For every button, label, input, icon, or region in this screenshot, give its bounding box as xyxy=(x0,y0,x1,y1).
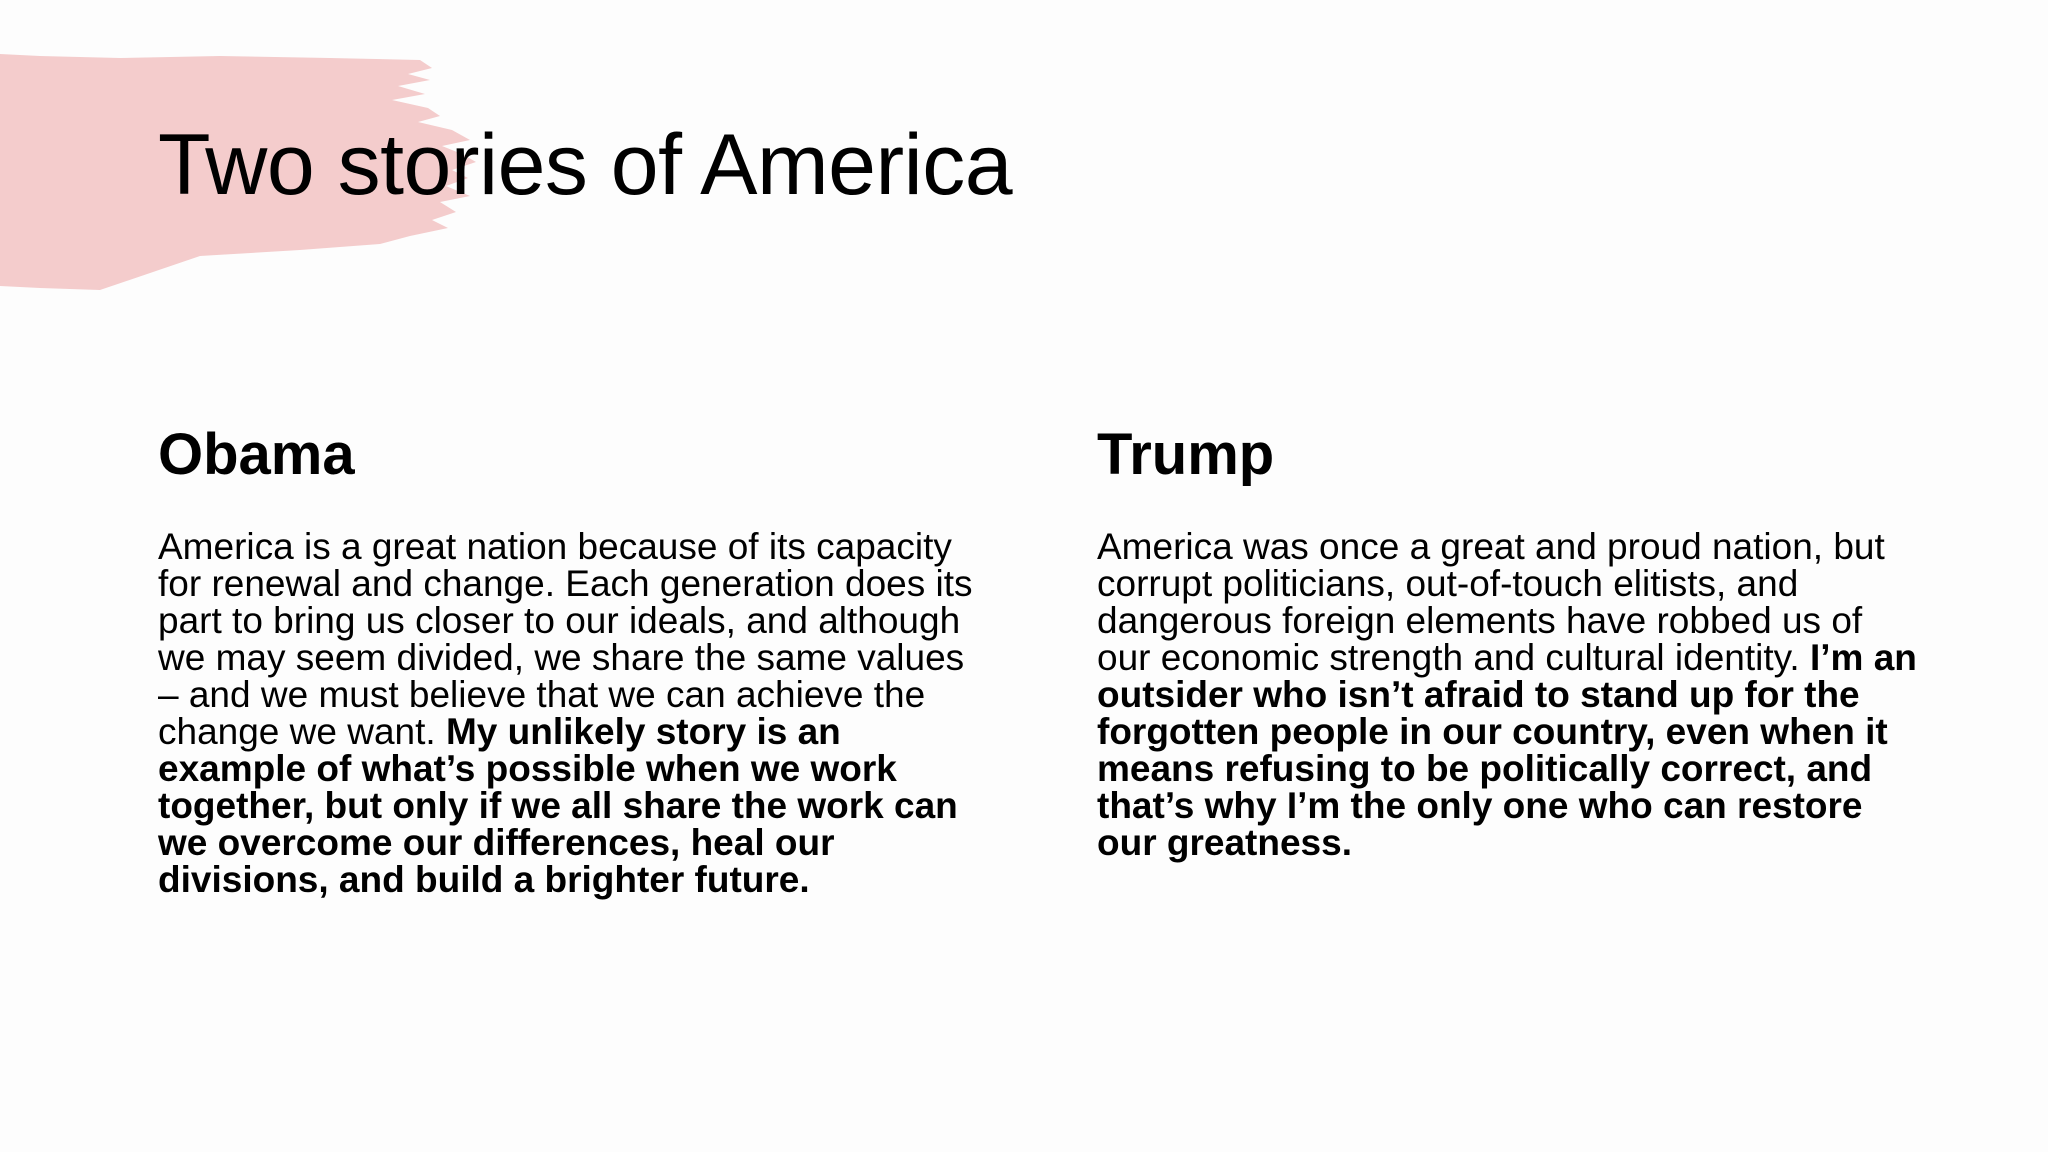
trump-story-bold: I’m an outsider who isn’t afraid to stand up for the forgotten people in our country, even when it means refusing to be politically correct, and that’s why I’m the only one who can restore our greatness. xyxy=(1097,636,1917,863)
trump-heading: Trump xyxy=(1097,422,1275,487)
trump-column xyxy=(1097,420,1917,861)
obama-heading: Obama xyxy=(158,422,355,487)
obama-story-plain: America is a great nation because of its capacity for renewal and change. Each generation does its part to bring us closer to our ideals, and although we may seem divided, we share the same values – and we must believe that we can achieve the change we want. xyxy=(158,525,973,752)
trump-story-plain: America was once a great and proud nation, but corrupt politicians, out-of-touch elitists, and dangerous foreign elements have robbed us of our economic strength and cultural identity. xyxy=(1097,525,1885,678)
obama-column xyxy=(158,420,988,898)
trump-story-text xyxy=(1097,525,1917,863)
obama-story-text xyxy=(158,525,988,900)
obama-story-bold: My unlikely story is an example of what’s possible when we work together, but only if we all share the work can we overcome our differences, heal our divisions, and build a brighter future. xyxy=(158,710,958,900)
slide-title: Two stories of America xyxy=(158,117,1013,213)
